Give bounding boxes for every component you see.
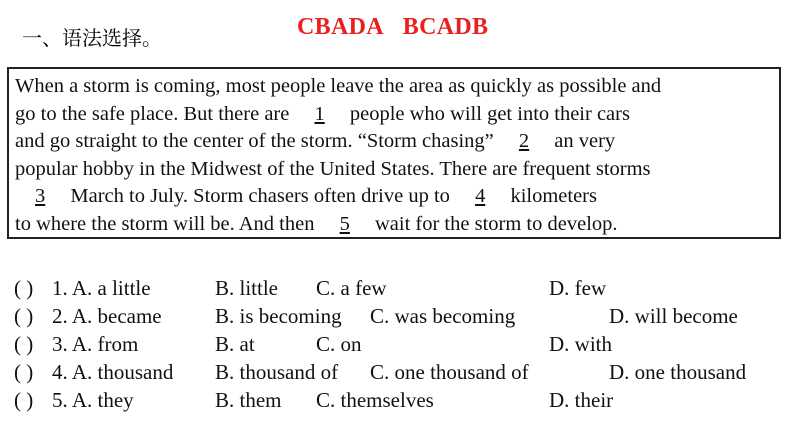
passage-text: go to the safe place. But there are [15, 102, 295, 125]
option-b: B. is becoming [215, 304, 342, 328]
passage-line-6 [15, 211, 769, 239]
option-d: D. their [549, 388, 614, 412]
passage-line-3 [15, 128, 769, 156]
passage-text: March to July. Storm chasers often drive up to [65, 185, 456, 208]
passage-text: and go straight to the center of the storm. “Storm chasing” [15, 130, 499, 153]
answer-paren[interactable]: ( ) [14, 360, 34, 384]
option-a: 2. A. became [52, 304, 162, 328]
answer-paren[interactable]: ( ) [14, 388, 34, 412]
passage-text: wait for the storm to develop. [369, 212, 618, 235]
option-c: C. was becoming [370, 304, 516, 328]
answer-paren[interactable]: ( ) [14, 276, 34, 300]
blank-2: 2 [518, 130, 530, 153]
option-b: B. at [215, 332, 255, 356]
answer-key: CBADA BCADB [297, 14, 489, 40]
option-c: C. one thousand of [370, 360, 529, 384]
option-a: 5. A. they [52, 388, 134, 412]
passage-text: kilometers [505, 185, 597, 208]
answer-paren[interactable]: ( ) [14, 304, 34, 328]
blank-3: 3 [35, 185, 46, 208]
option-c: C. a few [316, 276, 387, 300]
answer-paren[interactable]: ( ) [14, 332, 34, 356]
passage-line-2 [15, 101, 769, 129]
passage-text: people who will get into their cars [344, 102, 630, 125]
option-d: D. few [549, 276, 607, 300]
option-c: C. themselves [316, 388, 434, 412]
passage-line-1 [15, 73, 769, 101]
blank-4: 4 [475, 185, 486, 208]
option-b: B. them [215, 388, 282, 412]
option-a: 4. A. thousand [52, 360, 174, 384]
passage-line-5 [15, 183, 769, 211]
option-b: B. thousand of [215, 360, 339, 384]
option-a: 3. A. from [52, 332, 139, 356]
section-title: 一、语法选择。 [22, 26, 162, 50]
option-d: D. with [549, 332, 612, 356]
blank-5: 5 [339, 212, 350, 235]
passage-box [7, 67, 781, 239]
passage-text: popular hobby in the Midwest of the United States. There are frequent storms [15, 157, 651, 180]
blank-1: 1 [314, 102, 325, 125]
passage-text: When a storm is coming, most people leave the area as quickly as possible and [15, 75, 662, 97]
passage-text: to where the storm will be. And then [15, 212, 320, 235]
passage-text: an very [549, 130, 616, 153]
option-c: C. on [316, 332, 362, 356]
passage-line-4 [15, 156, 769, 184]
option-a: 1. A. a little [52, 276, 151, 300]
option-d: D. one thousand [609, 360, 747, 384]
option-b: B. little [215, 276, 278, 300]
option-d: D. will become [609, 304, 738, 328]
